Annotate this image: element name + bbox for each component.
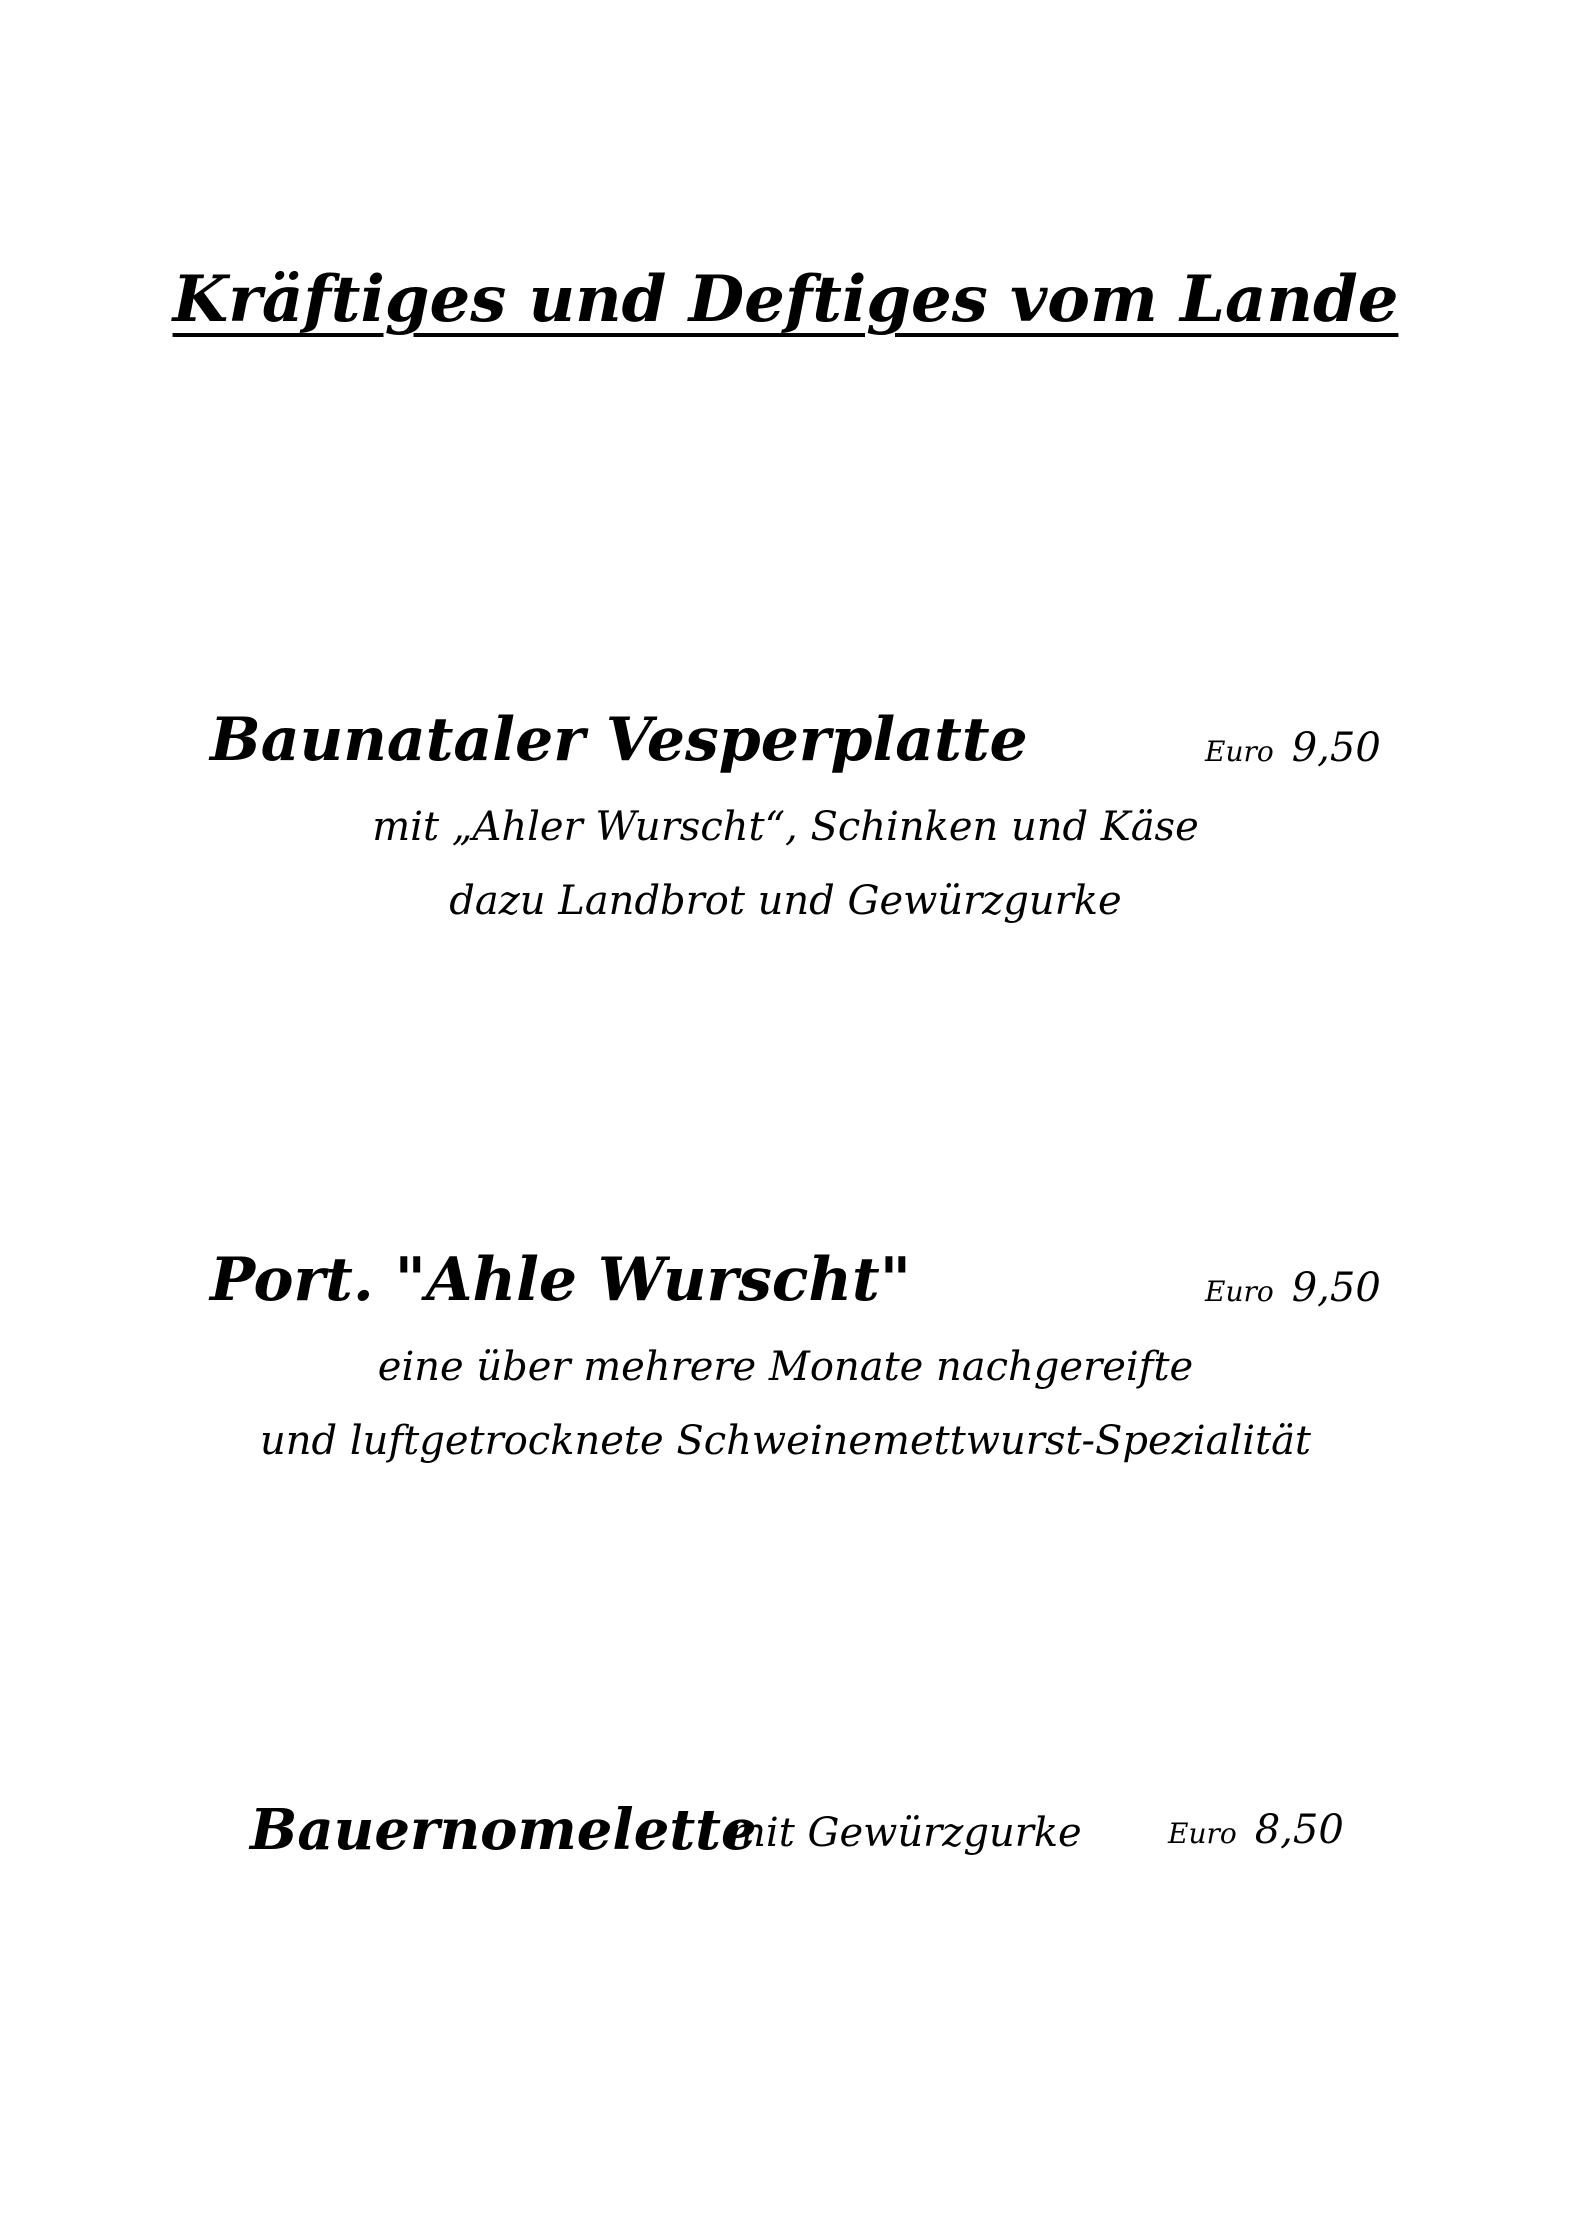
price-vesperplatte <box>1205 718 1381 786</box>
description-line: eine über mehrere Monate nachgereifte <box>377 1344 1194 1390</box>
price-currency: Euro <box>1168 1817 1237 1850</box>
menu-section-title <box>0 250 1571 350</box>
price-ahle-wurscht <box>1205 1258 1381 1326</box>
description-line: und luftgetrocknete Schweinemettwurst-Spezialität <box>259 1418 1312 1464</box>
description-line: dazu Landbrot und Gewürzgurke <box>449 878 1122 924</box>
menu-section-title-text: Kräftiges und Deftiges vom Lande <box>172 262 1399 337</box>
dish-name-ahle-wurscht: Port. "Ahle Wurscht" <box>210 1245 912 1315</box>
price-currency: Euro <box>1205 1275 1274 1308</box>
price-amount: 9,50 <box>1291 725 1381 771</box>
dish-description-ahle-wurscht <box>0 1330 1571 1478</box>
price-amount: 8,50 <box>1254 1807 1344 1853</box>
price-currency: Euro <box>1205 735 1274 768</box>
price-amount: 9,50 <box>1291 1265 1381 1311</box>
dish-inline-description-bauernomelette: mit Gewürzgurke <box>728 1810 1082 1856</box>
price-bauernomelette <box>1168 1800 1344 1868</box>
description-line: mit „Ahler Wurscht“, Schinken und Käse <box>372 804 1199 850</box>
dish-name-bauernomelette: Bauernomelette <box>250 1797 757 1863</box>
dish-description-vesperplatte <box>0 790 1571 938</box>
dish-name-vesperplatte: Baunataler Vesperplatte <box>210 705 1028 775</box>
